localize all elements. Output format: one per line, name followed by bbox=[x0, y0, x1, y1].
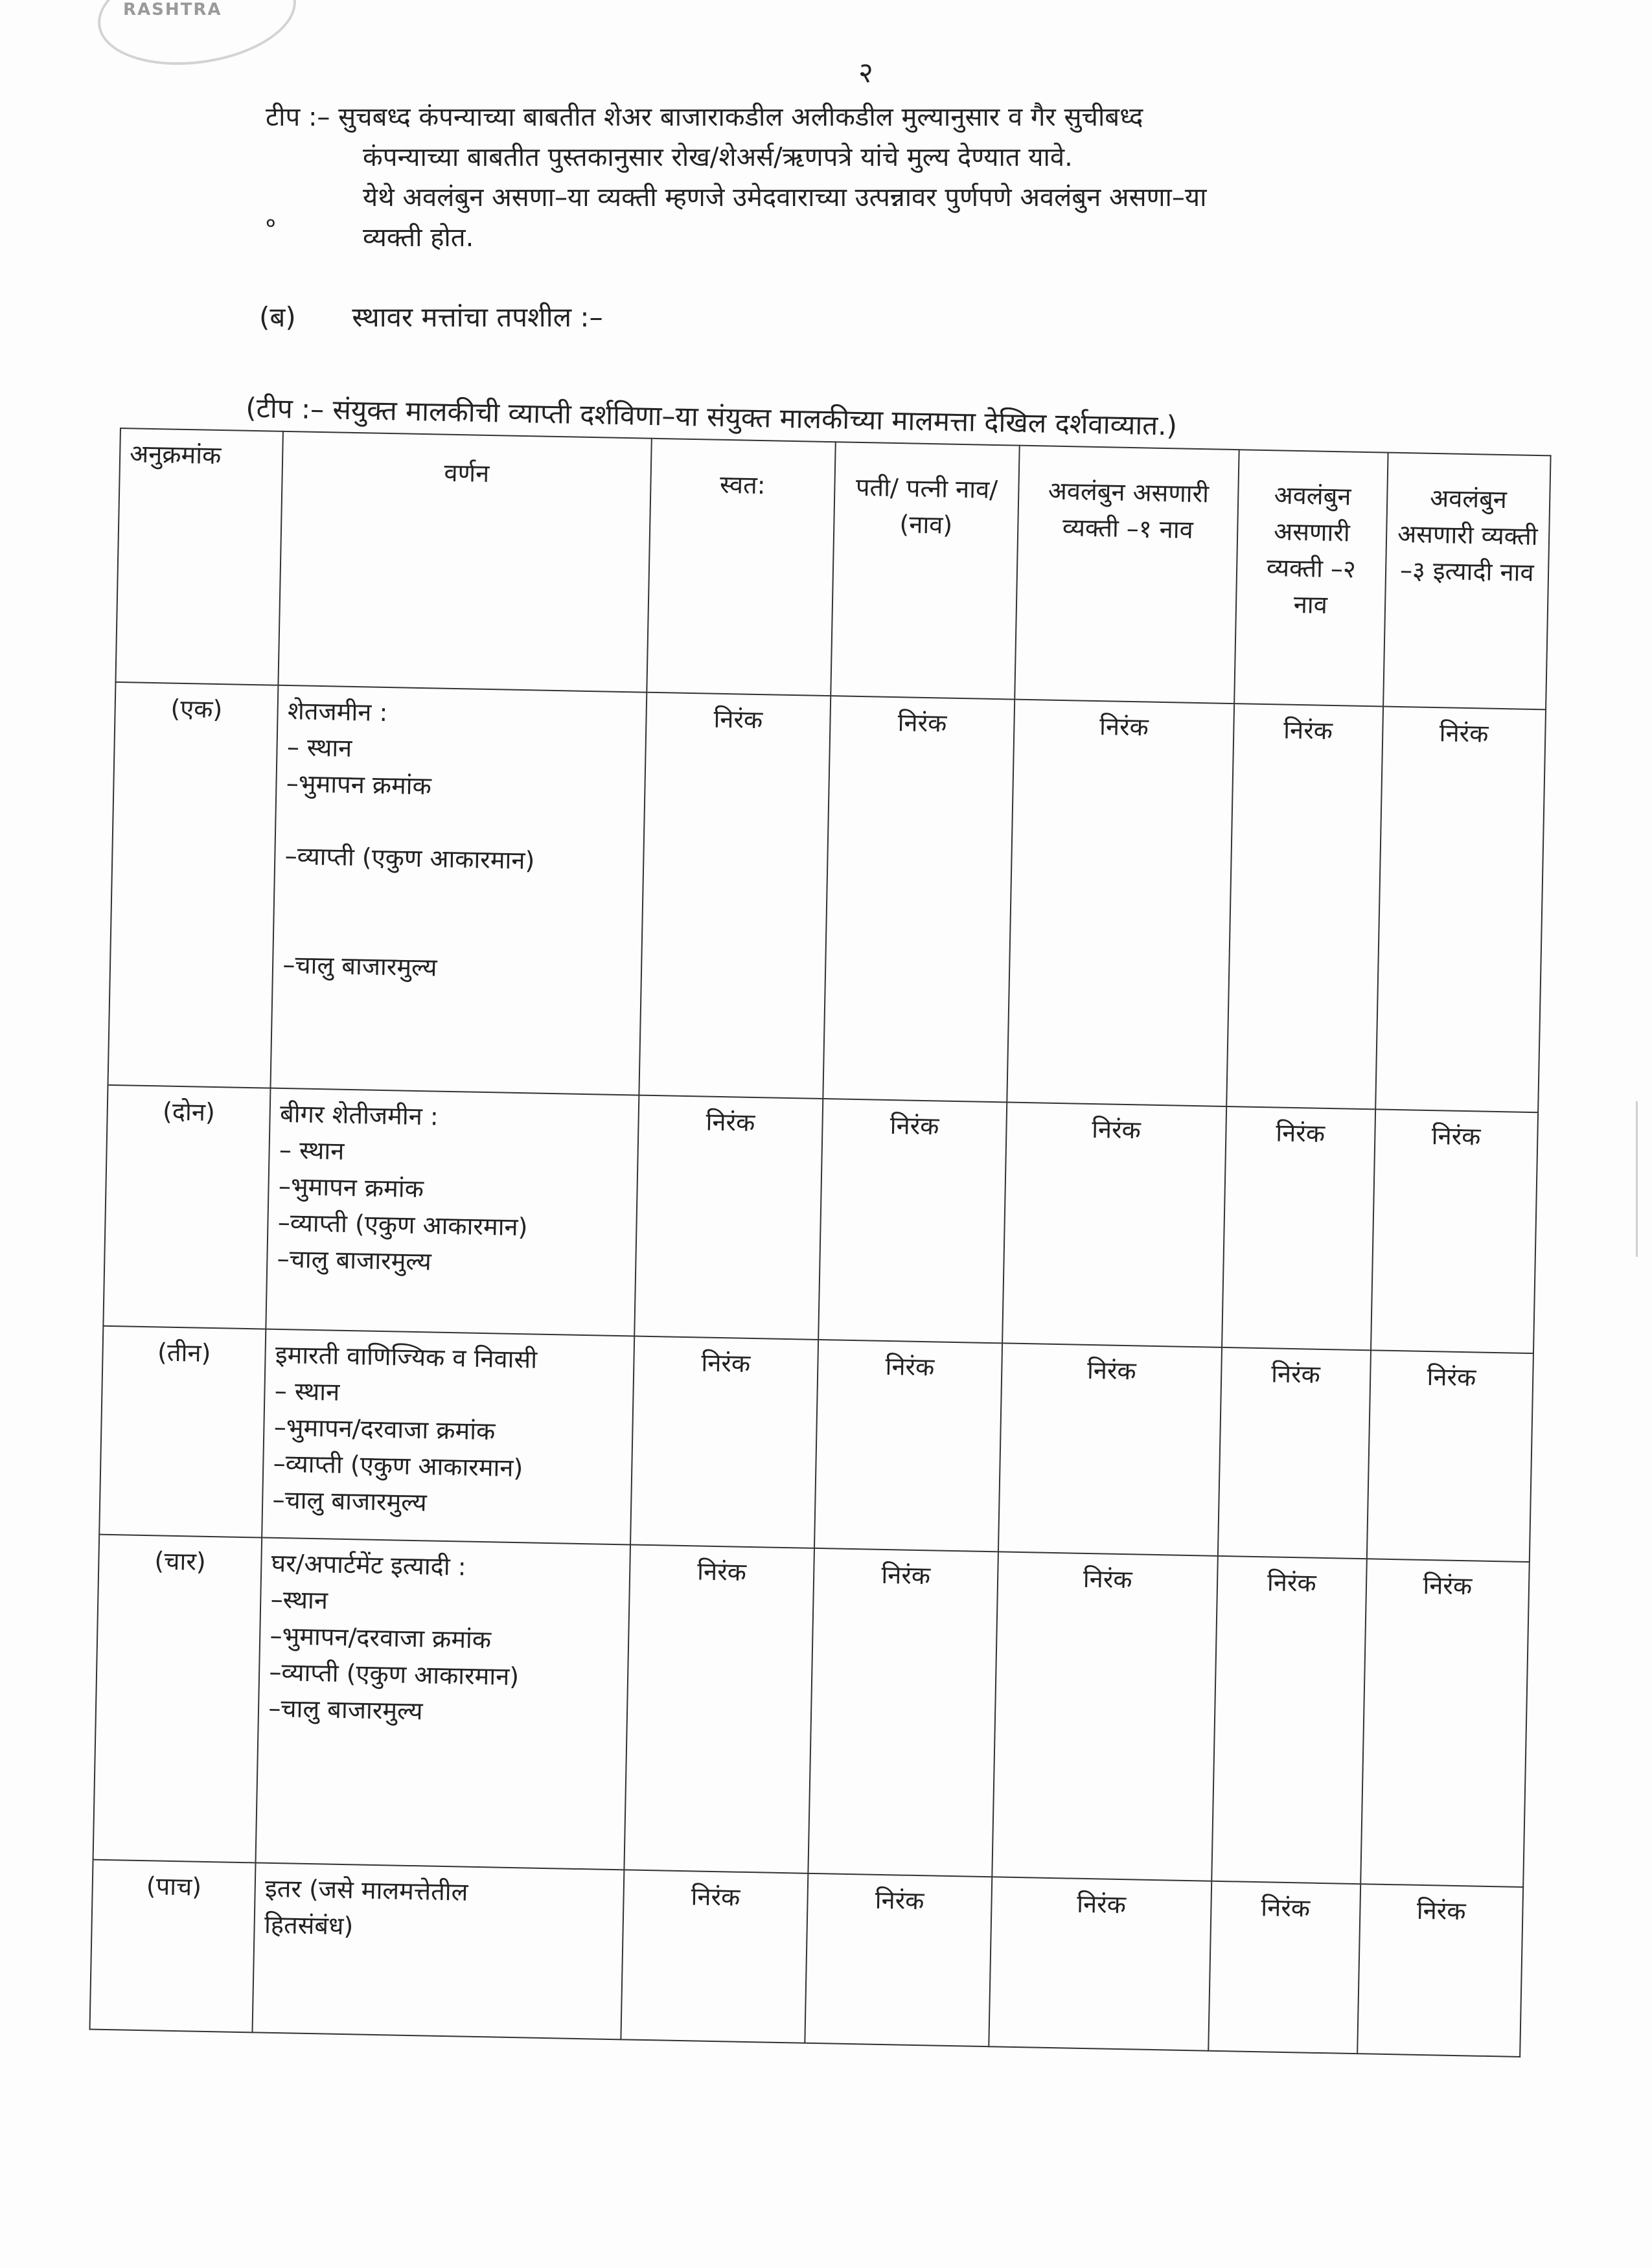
cell-dependent-1: निरंक bbox=[989, 1877, 1211, 2050]
desc-line: –भुमापन/दरवाजा क्रमांक bbox=[273, 1412, 496, 1446]
immovable-assets-table bbox=[89, 428, 1552, 2057]
header-dependent-1-text: अवलंबुन असणारी व्यक्ती –१ नाव bbox=[1048, 476, 1210, 544]
desc-line: हितसंबंध) bbox=[264, 1910, 354, 1941]
note-block bbox=[266, 97, 1497, 258]
table-row-other bbox=[90, 1860, 1524, 2057]
cell-dependent-2: निरंक bbox=[1218, 1347, 1371, 1559]
table-row-house-apartment bbox=[93, 1535, 1530, 1887]
row-serial: (चार) bbox=[93, 1535, 262, 1863]
desc-line: –व्याप्ती (एकुण आकारमान) bbox=[273, 1449, 523, 1483]
desc-line: – स्थान bbox=[274, 1376, 340, 1406]
desc-line: – स्थान bbox=[286, 733, 352, 762]
table-row-non-agricultural-land bbox=[103, 1085, 1538, 1353]
row-description bbox=[266, 1088, 639, 1336]
table-header-row bbox=[115, 428, 1550, 709]
header-spouse bbox=[831, 442, 1020, 699]
desc-line: –चालु बाजारमुल्य bbox=[272, 1485, 428, 1517]
table-note: (टीप :– संयुक्त मालकीची व्याप्ती दर्शविणा–या संयुक्त मालकीच्या मालमत्ता देखिल दर्शवाव्यात.) bbox=[245, 391, 1178, 442]
desc-line: –व्याप्ती (एकुण आकारमान) bbox=[269, 1657, 520, 1691]
desc-line: –चालु बाजारमुल्य bbox=[282, 950, 437, 982]
desc-line: –भुमापन क्रमांक bbox=[286, 769, 432, 801]
row-description bbox=[256, 1538, 630, 1870]
cell-dependent-2: निरंक bbox=[1222, 1106, 1375, 1350]
header-self bbox=[647, 439, 836, 696]
row-serial: (पाच) bbox=[90, 1860, 256, 2033]
cell-self: निरंक bbox=[624, 1544, 814, 1873]
header-serial: अनुक्रमांक bbox=[115, 428, 283, 685]
header-description-text: वर्णन bbox=[444, 458, 490, 488]
row-description bbox=[271, 685, 647, 1095]
cell-dependent-3: निरंक bbox=[1371, 1109, 1539, 1353]
cell-spouse: निरंक bbox=[808, 1548, 998, 1877]
header-dependent-3 bbox=[1383, 453, 1551, 710]
cell-self: निरंक bbox=[630, 1336, 818, 1548]
header-spouse-text: पती/ पत्नी नाव/ (नाव) bbox=[855, 472, 998, 540]
note-line-1: टीप :– सुचबध्द कंपन्याच्या बाबतीत शेअर बाजाराकडील अलीकडील मुल्यानुसार व गैर सुचीबध्द bbox=[266, 102, 1143, 132]
note-bullet: ० bbox=[266, 212, 276, 235]
section-title: स्थावर मत्तांचा तपशील :– bbox=[352, 301, 603, 333]
section-heading bbox=[259, 298, 603, 335]
cell-dependent-3: निरंक bbox=[1357, 1884, 1523, 2057]
stamp-text: RASHTRA bbox=[123, 0, 222, 19]
desc-line: घर/अपार्टमेंट इत्यादी : bbox=[271, 1548, 466, 1581]
desc-line: शेतजमीन : bbox=[287, 696, 388, 727]
desc-line: बीगर शेतीजमीन : bbox=[279, 1099, 439, 1131]
desc-line: –चालु बाजारमुल्य bbox=[277, 1244, 432, 1276]
cell-self: निरंक bbox=[621, 1870, 808, 2043]
scan-edge-line bbox=[1636, 1101, 1638, 1257]
desc-line: –व्याप्ती (एकुण आकारमान) bbox=[277, 1208, 528, 1242]
desc-line: – स्थान bbox=[279, 1135, 345, 1165]
cell-dependent-1: निरंक bbox=[992, 1552, 1217, 1881]
desc-line: –व्याप्ती (एकुण आकारमान) bbox=[284, 842, 535, 875]
cell-dependent-2: निरंक bbox=[1226, 704, 1382, 1109]
header-dependent-1 bbox=[1015, 446, 1239, 704]
desc-line: –भुमापन/दरवाजा क्रमांक bbox=[270, 1621, 492, 1655]
row-serial: (एक) bbox=[108, 682, 279, 1088]
table-row-agricultural-land bbox=[108, 682, 1546, 1112]
table-row-buildings bbox=[99, 1326, 1533, 1562]
cell-spouse: निरंक bbox=[818, 1099, 1007, 1343]
assets-table-wrapper bbox=[88, 428, 1552, 2113]
note-line-4: व्यक्ती होत. bbox=[363, 223, 474, 253]
row-serial: (दोन) bbox=[103, 1085, 270, 1329]
cell-self: निरंक bbox=[639, 693, 831, 1099]
cell-dependent-2: निरंक bbox=[1208, 1881, 1360, 2054]
row-description bbox=[262, 1329, 634, 1545]
desc-line: इतर (जसे मालमत्तेतील bbox=[264, 1873, 468, 1907]
cell-dependent-2: निरंक bbox=[1211, 1556, 1366, 1884]
header-self-text: स्वत: bbox=[719, 470, 766, 500]
cell-dependent-1: निरंक bbox=[1007, 700, 1234, 1106]
cell-dependent-1: निरंक bbox=[1002, 1102, 1226, 1347]
header-dependent-2-text: अवलंबुन असणारी व्यक्ती –२ नाव bbox=[1266, 481, 1357, 619]
desc-line: –चालु बाजारमुल्य bbox=[268, 1693, 423, 1726]
page-number: २ bbox=[858, 56, 873, 89]
row-serial: (तीन) bbox=[99, 1326, 266, 1538]
note-line-3: येथे अवलंबुन असणा–या व्यक्ती म्हणजे उमेदवाराच्या उत्पन्नावर पुर्णपणे अवलंबुन असणा–या bbox=[363, 183, 1207, 212]
header-description bbox=[279, 431, 652, 693]
section-label: (ब) bbox=[259, 301, 296, 333]
cell-dependent-3: निरंक bbox=[1375, 707, 1546, 1113]
cell-dependent-1: निरंक bbox=[998, 1343, 1222, 1555]
desc-line: इमारती वाणिज्यिक व निवासी bbox=[275, 1340, 538, 1374]
cell-spouse: निरंक bbox=[823, 696, 1015, 1102]
cell-dependent-3: निरंक bbox=[1366, 1350, 1533, 1562]
cell-self: निरंक bbox=[634, 1095, 823, 1340]
note-line-2: कंपन्याच्या बाबतीत पुस्तकानुसार रोख/शेअर्स/ऋणपत्रे यांचे मुल्य देण्यात यावे. bbox=[363, 143, 1073, 172]
row-description bbox=[253, 1862, 624, 2039]
header-dependent-2 bbox=[1234, 450, 1388, 706]
cell-spouse: निरंक bbox=[805, 1873, 992, 2046]
header-dependent-3-text: अवलंबुन असणारी व्यक्ती –३ इत्यादी नाव bbox=[1397, 483, 1539, 587]
desc-line: –स्थान bbox=[270, 1585, 328, 1615]
cell-spouse: निरंक bbox=[814, 1340, 1002, 1552]
desc-line: –भुमापन क्रमांक bbox=[278, 1171, 424, 1204]
cell-dependent-3: निरंक bbox=[1360, 1559, 1530, 1887]
